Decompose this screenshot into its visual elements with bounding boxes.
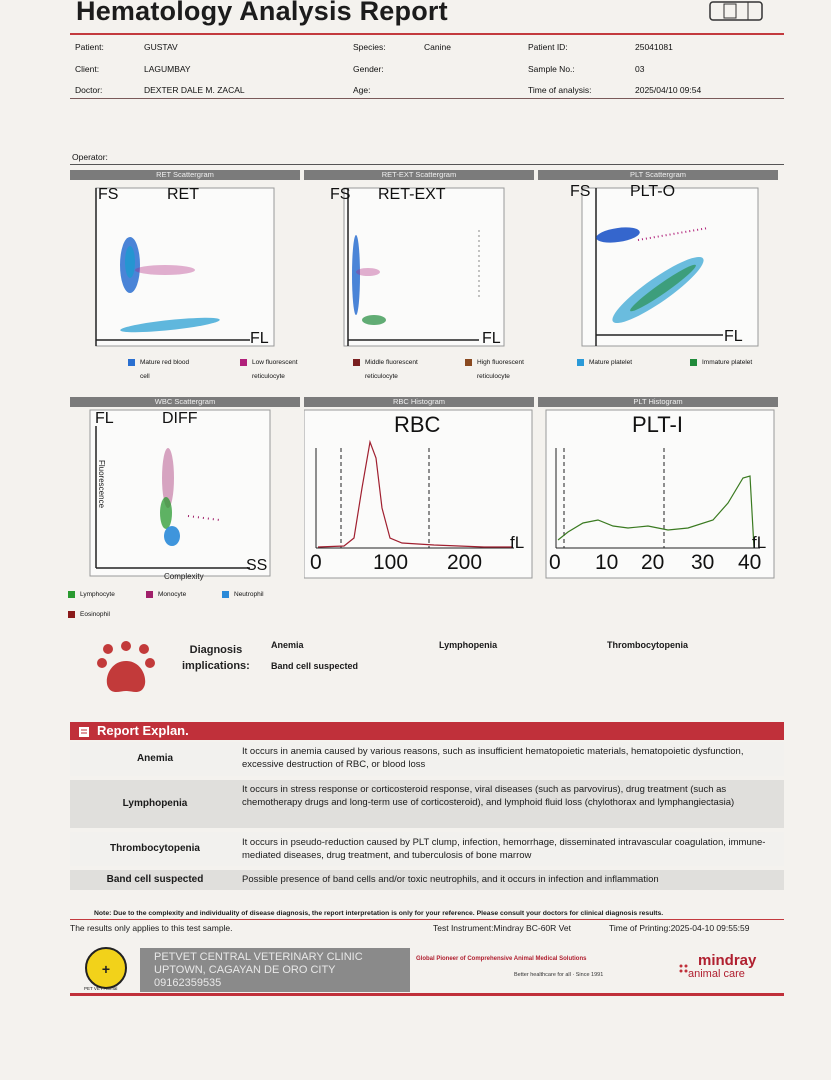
- info-divider: [70, 98, 784, 99]
- rbc-histogram-unit: fL: [510, 533, 525, 552]
- wbc-y-axis: FL: [95, 410, 114, 427]
- plt-histogram-name: PLT-I: [632, 412, 683, 437]
- gender-label: Gender:: [353, 64, 384, 74]
- footer-applies: The results only applies to this test sample.: [70, 923, 233, 933]
- diagnosis-lymphopenia: Lymphopenia: [439, 640, 498, 650]
- diagnosis-anemia: Anemia: [271, 640, 304, 650]
- explain-row-lymphopenia: [70, 780, 784, 828]
- age-label: Age:: [353, 85, 371, 95]
- legend-low-fluor: Low fluorescent reticulocyte: [240, 359, 298, 388]
- explain-text: It occurs in pseudo-reduction caused by PLT clump, infection, hemorrhage, disseminated intravascular coagulation, immune-mediated diseases, drug treatment, and tuberculosis of bone marrow: [242, 837, 766, 861]
- plt-histogram-unit: fL: [752, 533, 767, 552]
- legend-mature-rbc: Mature red blood cell: [128, 359, 189, 388]
- legend-mature-platelet: Mature platelet: [577, 359, 632, 366]
- diagnosis-thrombocytopenia: Thrombocytopenia: [607, 640, 689, 650]
- legend-high-fluor: High fluorescent reticulocyte: [465, 359, 524, 388]
- explain-term: Lymphopenia: [122, 798, 188, 809]
- rbc-histogram-name: RBC: [394, 412, 441, 437]
- wbc-x-axis: SS: [246, 557, 268, 574]
- rbc-tick-0: 0: [310, 551, 322, 574]
- plt-tick-40: 40: [738, 551, 762, 574]
- footer-instrument: Test Instrument:Mindray BC-60R Vet: [433, 923, 571, 933]
- wbc-scattergram-header: WBC Scattergram: [70, 397, 300, 407]
- diagnosis-band-cell: Band cell suspected: [271, 661, 359, 671]
- species-value: Canine: [424, 42, 451, 52]
- explain-text: It occurs in anemia caused by various reasons, such as insufficient hematopoietic materials, hematopoietic dysfunction, excessive destruction of RBC, or blood loss: [242, 746, 744, 770]
- footer-printing: Time of Printing:2025-04-10 09:55:59: [609, 923, 750, 933]
- patient-id-label: Patient ID:: [528, 42, 568, 52]
- rbc-tick-200: 200: [447, 551, 483, 574]
- svg-text:+: +: [101, 961, 111, 977]
- species-label: Species:: [353, 42, 386, 52]
- ret-name: RET: [167, 186, 199, 203]
- plt-scattergram-header: PLT Scattergram: [538, 170, 778, 180]
- explain-term: Anemia: [136, 753, 174, 764]
- ret-scattergram-header: RET Scattergram: [70, 170, 300, 180]
- patient-id-value: 25041081: [635, 42, 673, 52]
- wbc-y-label: Fluorescence: [97, 460, 106, 509]
- client-value: LAGUMBAY: [144, 64, 191, 74]
- plt-scattergram: [538, 180, 778, 350]
- explain-term: Band cell suspected: [106, 874, 204, 885]
- header-divider: [70, 33, 784, 35]
- rbc-tick-100: 100: [373, 551, 409, 574]
- diagnosis-title: Diagnosis implications:: [182, 644, 250, 672]
- ret-x-axis: FL: [250, 330, 269, 347]
- footer-divider: [70, 919, 784, 920]
- mindray-tagline: Global Pioneer of Comprehensive Animal Medical Solutions: [416, 956, 587, 962]
- doctor-label: Doctor:: [75, 85, 103, 95]
- time-value: 2025/04/10 09:54: [635, 85, 702, 95]
- retext-x-axis: FL: [482, 330, 501, 347]
- retext-y-axis: FS: [330, 186, 351, 203]
- report-title: Hematology Analysis Report: [76, 0, 448, 26]
- sample-no-label: Sample No.:: [528, 64, 575, 74]
- client-label: Client:: [75, 64, 100, 74]
- doctor-value: DEXTER DALE M. ZACAL: [144, 85, 245, 95]
- wbc-x-label: Complexity: [164, 572, 204, 581]
- retext-name: RET-EXT: [378, 186, 446, 203]
- legend-neutrophil: Neutrophil: [222, 591, 264, 598]
- paw-icon: [96, 641, 156, 697]
- explain-text: It occurs in stress response or corticosteroid response, viral diseases (such as parvovirus), drug treatment (such as chemotherapy drugs and long-term use of corticosteroid), and lymphoid fluid loss (chylothorax and lymphangiectasia): [242, 784, 735, 808]
- plt-tick-30: 30: [691, 551, 715, 574]
- explain-row-thrombocytopenia: [70, 832, 784, 866]
- explain-term: Thrombocytopenia: [109, 843, 200, 854]
- wbc-name: DIFF: [162, 410, 198, 427]
- explain-row-band-cell: [70, 870, 784, 890]
- legend-eosinophil: Eosinophil: [68, 611, 110, 618]
- footer-bottom-line: [70, 993, 784, 996]
- explain-text: Possible presence of band cells and/or toxic neutrophils, and it occurs in infection and inflammation: [242, 874, 659, 885]
- plt-name: PLT-O: [630, 183, 676, 200]
- rbc-histogram-header: RBC Histogram: [304, 397, 534, 407]
- clinic-logo-text: PET VET Animal: [84, 986, 118, 991]
- time-label: Time of analysis:: [528, 85, 592, 95]
- ret-y-axis: FS: [98, 186, 119, 203]
- printer-icon: [708, 0, 764, 22]
- patient-label: Patient:: [75, 42, 104, 52]
- sample-no-value: 03: [635, 64, 645, 74]
- legend-monocyte: Monocyte: [146, 591, 186, 598]
- plt-tick-0: 0: [549, 551, 561, 574]
- plt-y-axis: FS: [570, 183, 591, 200]
- patient-value: GUSTAV: [144, 42, 178, 52]
- legend-middle-fluor: Middle fluorescent reticulocyte: [353, 359, 418, 388]
- legend-lymphocyte: Lymphocyte: [68, 591, 115, 598]
- plt-x-axis: FL: [724, 328, 743, 345]
- retext-scattergram-header: RET-EXT Scattergram: [304, 170, 534, 180]
- mindray-brand2: animal care: [688, 968, 745, 980]
- plt-tick-20: 20: [641, 551, 665, 574]
- document-icon: [78, 725, 90, 737]
- operator-divider: [70, 164, 784, 165]
- footer-note: Note: Due to the complexity and individuality of disease diagnosis, the report interpretation is only for your reference. Please consult your doctors for clinical diagnosis results.: [94, 910, 664, 917]
- explanation-header: Report Explan.: [97, 723, 189, 738]
- ret-scattergram: [70, 180, 300, 350]
- legend-immature-platelet: Immature platelet: [690, 359, 752, 366]
- clinic-address: PETVET CENTRAL VETERINARY CLINIC UPTOWN, CAGAYAN DE ORO CITY 09162359535: [154, 951, 363, 989]
- mindray-tagline2: Better healthcare for all · Since 1991: [514, 972, 604, 978]
- retext-scattergram: [304, 180, 534, 350]
- plt-histogram-header: PLT Histogram: [538, 397, 778, 407]
- mindray-brand: mindray: [698, 952, 757, 969]
- plt-tick-10: 10: [595, 551, 619, 574]
- operator-label: Operator:: [72, 152, 108, 162]
- explain-row-anemia: [70, 742, 784, 776]
